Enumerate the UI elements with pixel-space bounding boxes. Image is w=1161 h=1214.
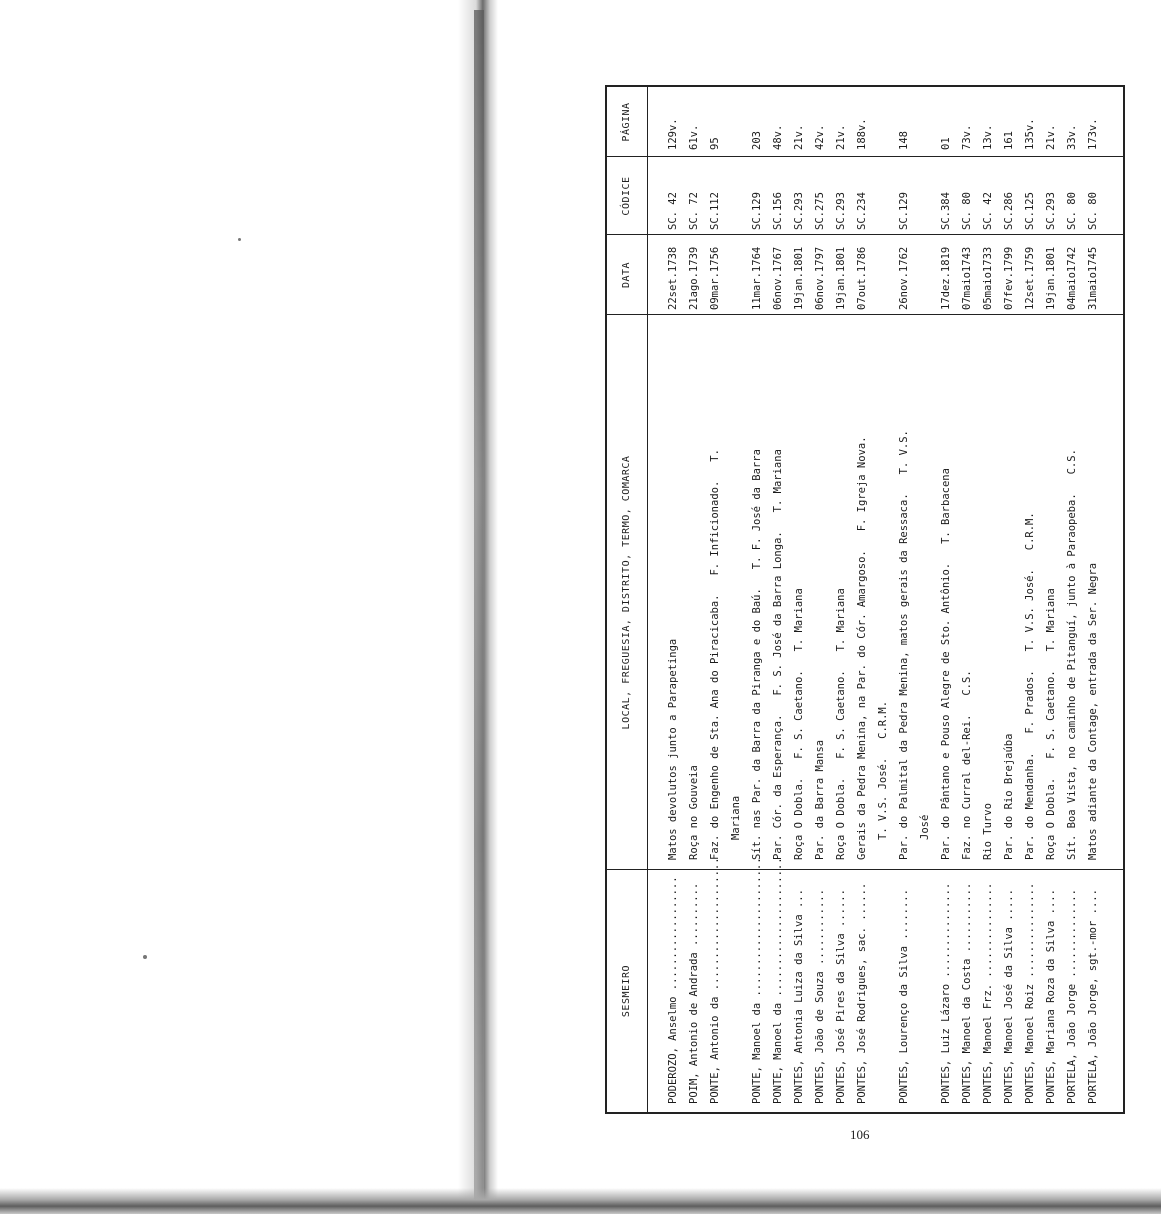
cell-pagina: 61v. (688, 124, 700, 150)
table-row (957, 87, 978, 1112)
cell-sesmeiro: PODEROZO, Anselmo .................. (667, 876, 679, 1104)
cell-sesmeiro: PORTELA, João Jorge .............. (1066, 889, 1078, 1104)
sesmarias-table (605, 85, 1125, 1114)
cell-data: 19jan.1801 (1045, 246, 1057, 310)
cell-data: 06nov.1767 (772, 246, 784, 310)
cell-codice: SC.156 (772, 192, 784, 230)
cell-sesmeiro: PONTES, Luiz Lázaro ............... (940, 882, 952, 1104)
cell-local: Roça no Gouveia (688, 765, 700, 860)
cell-local: Par. do Rio Brejaúba (1003, 733, 1015, 860)
table-row (1041, 87, 1062, 1112)
cell-codice: SC.286 (1003, 192, 1015, 230)
cell-local: Roça O Dobla. F. S. Caetano. T. Mariana (1045, 588, 1057, 860)
rotated-table-content (607, 87, 1123, 1112)
cell-pagina: 01 (940, 137, 952, 150)
cell-codice: SC.384 (940, 192, 952, 230)
cell-sesmeiro: PONTE, Antonio da ..................... (709, 857, 721, 1104)
table-header (607, 87, 648, 1112)
table-row (789, 87, 810, 1112)
page-bottom-edge (0, 1188, 1161, 1214)
table-row (684, 87, 705, 1112)
cell-data: 12set.1759 (1024, 246, 1036, 310)
cell-local: Gerais da Pedra Menina, na Par. do Cór. Amargoso. F. Igreja Nova. (856, 436, 868, 860)
cell-pagina: 21v. (793, 124, 805, 150)
cell-sesmeiro: PONTES, Antonia Luiza da Silva ... (793, 889, 805, 1104)
header-codice: CÓDICE (621, 176, 632, 216)
cell-local: Par. do Pântano e Pouso Alegre de Sto. Antônio. T. Barbacena (940, 468, 952, 860)
cell-data: 22set.1738 (667, 246, 679, 310)
header-sesmeiro: SESMEIRO (621, 964, 632, 1018)
cell-sesmeiro: PONTES, Mariana Roza da Silva .... (1045, 889, 1057, 1104)
cell-data: 31maio1745 (1087, 246, 1099, 310)
cell-local: Par. do Palmital da Pedra Menina, matos gerais da Ressaca. T. V.S. (898, 430, 910, 860)
cell-data: 07out.1786 (856, 246, 868, 310)
header-local: LOCAL, FREGUESIA, DISTRITO, TERMO, COMARCA (621, 455, 632, 730)
header-data: DATA (621, 261, 632, 289)
book-spine (474, 10, 484, 1200)
cell-local: Sít. Boa Vista, no caminho de Pitanguí, junto à Paraopeba. C.S. (1066, 449, 1078, 860)
cell-data: 05maio1733 (982, 246, 994, 310)
cell-codice: SC.129 (898, 192, 910, 230)
header-pagina: PÁGINA (621, 102, 632, 142)
cell-pagina: 188v. (856, 118, 868, 150)
cell-pagina: 21v. (835, 124, 847, 150)
cell-sesmeiro: PONTES, Manoel José da Silva ..... (1003, 889, 1015, 1104)
cell-data: 04maio1742 (1066, 246, 1078, 310)
cell-codice: SC. 72 (688, 192, 700, 230)
table-row (936, 87, 957, 1112)
cell-local: Par. do Mendanha. F. Prados. T. V.S. José. C.R.M. (1024, 512, 1036, 860)
cell-pagina: 42v. (814, 124, 826, 150)
cell-local: Matos devolutos junto a Parapetinga (667, 638, 679, 860)
cell-sesmeiro: POIM, Antonio de Andrada .......... (688, 882, 700, 1104)
cell-sesmeiro: PORTELA, João Jorge, sgt.-mor .... (1087, 889, 1099, 1104)
table-row (894, 87, 936, 1112)
cell-sesmeiro: PONTE, Manoel da ...................... (772, 857, 784, 1104)
cell-local: Roça O Dobla. F. S. Caetano. T. Mariana (835, 588, 847, 860)
cell-sesmeiro: PONTES, Manoel da Costa ........... (961, 882, 973, 1104)
cell-pagina: 48v. (772, 124, 784, 150)
table-row (1062, 87, 1083, 1112)
table-row (768, 87, 789, 1112)
table-row (747, 87, 768, 1112)
cell-codice: SC.129 (751, 192, 763, 230)
cell-local: Faz. do Engenho de Sta. Ana do Piracicaba. F. Inficionado. T. (709, 449, 721, 860)
cell-data: 21ago.1739 (688, 246, 700, 310)
cell-pagina: 161 (1003, 131, 1015, 150)
cell-local: Rio Turvo (982, 803, 994, 860)
cell-local-continuation: Mariana (730, 795, 742, 840)
cell-data: 11mar.1764 (751, 246, 763, 310)
cell-local-continuation: T. V.S. José. C.R.M. (877, 700, 889, 840)
table-row (852, 87, 894, 1112)
cell-data: 26nov.1762 (898, 246, 910, 310)
cell-data: 17dez.1819 (940, 246, 952, 310)
cell-sesmeiro: PONTE, Manoel da ...................... (751, 857, 763, 1104)
cell-pagina: 129v. (667, 118, 679, 150)
cell-codice: SC.112 (709, 192, 721, 230)
cell-codice: SC.293 (1045, 192, 1057, 230)
table-row (1083, 87, 1104, 1112)
cell-pagina: 148 (898, 131, 910, 150)
cell-data: 19jan.1801 (793, 246, 805, 310)
cell-pagina: 135v. (1024, 118, 1036, 150)
cell-pagina: 95 (709, 137, 721, 150)
cell-pagina: 13v. (982, 124, 994, 150)
cell-sesmeiro: PONTES, João de Souza ............ (814, 889, 826, 1104)
cell-codice: SC. 42 (982, 192, 994, 230)
table-row (978, 87, 999, 1112)
cell-codice: SC. 80 (1066, 192, 1078, 230)
cell-sesmeiro: PONTES, José Rodrigues, sac. ...... (856, 882, 868, 1104)
cell-data: 09mar.1756 (709, 246, 721, 310)
table-row (663, 87, 684, 1112)
cell-codice: SC.293 (793, 192, 805, 230)
cell-data: 07maio1743 (961, 246, 973, 310)
paper-speck (143, 955, 147, 959)
cell-pagina: 203 (751, 131, 763, 150)
cell-local: Par. Cór. da Esperança. F. S. José da Barra Longa. T. Mariana (772, 449, 784, 860)
table-row (810, 87, 831, 1112)
cell-pagina: 73v. (961, 124, 973, 150)
cell-local: Sít. nas Par. da Barra da Piranga e do Baú. T. F. José da Barra (751, 449, 763, 860)
cell-pagina: 173v. (1087, 118, 1099, 150)
cell-codice: SC.275 (814, 192, 826, 230)
table-row (705, 87, 747, 1112)
cell-pagina: 21v. (1045, 124, 1057, 150)
cell-codice: SC. 80 (961, 192, 973, 230)
cell-local: Roça O Dobla. F. S. Caetano. T. Mariana (793, 588, 805, 860)
cell-codice: SC. 80 (1087, 192, 1099, 230)
table-row (999, 87, 1020, 1112)
paper-speck (238, 238, 241, 241)
cell-data: 07fev.1799 (1003, 246, 1015, 310)
cell-sesmeiro: PONTES, José Pires da Silva ...... (835, 889, 847, 1104)
table-row (831, 87, 852, 1112)
cell-local: Faz. no Curral del-Rei. C.S. (961, 670, 973, 860)
cell-codice: SC.293 (835, 192, 847, 230)
cell-data: 19jan.1801 (835, 246, 847, 310)
cell-local: Par. da Barra Mansa (814, 739, 826, 860)
cell-sesmeiro: PONTES, Manoel Roiz ............... (1024, 882, 1036, 1104)
cell-codice: SC.125 (1024, 192, 1036, 230)
page-number: 106 (850, 1127, 870, 1142)
cell-sesmeiro: PONTES, Manoel Frz. ............... (982, 882, 994, 1104)
cell-codice: SC.234 (856, 192, 868, 230)
cell-codice: SC. 42 (667, 192, 679, 230)
cell-data: 06nov.1797 (814, 246, 826, 310)
cell-local-continuation: José (919, 814, 931, 840)
cell-pagina: 33v. (1066, 124, 1078, 150)
table-row (1020, 87, 1041, 1112)
cell-local: Matos adiante da Contage, entrada da Ser. Negra (1087, 562, 1099, 860)
cell-sesmeiro: PONTES, Lourenço da Silva ........ (898, 889, 910, 1104)
